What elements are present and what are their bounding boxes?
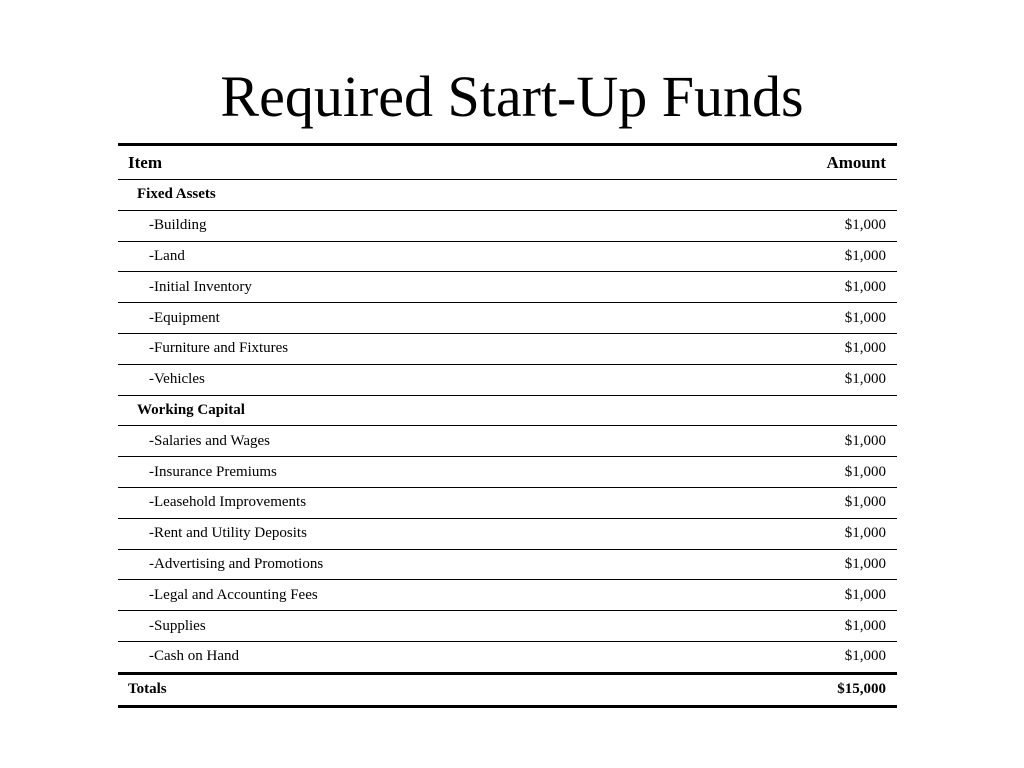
item-label: -Land	[118, 241, 698, 272]
item-amount: $1,000	[698, 487, 897, 518]
item-amount: $1,000	[698, 426, 897, 457]
column-header-amount: Amount	[698, 145, 897, 180]
table-row	[118, 364, 897, 395]
item-amount: $1,000	[698, 549, 897, 580]
table-row	[118, 518, 897, 549]
item-label: -Supplies	[118, 611, 698, 642]
item-label: -Vehicles	[118, 364, 698, 395]
item-amount: $1,000	[698, 303, 897, 334]
item-amount: $1,000	[698, 241, 897, 272]
item-amount: $1,000	[698, 580, 897, 611]
item-amount: $1,000	[698, 210, 897, 241]
table-row	[118, 272, 897, 303]
item-label: -Salaries and Wages	[118, 426, 698, 457]
table-row	[118, 580, 897, 611]
item-label: -Leasehold Improvements	[118, 487, 698, 518]
table-row	[118, 241, 897, 272]
item-amount: $1,000	[698, 272, 897, 303]
item-label: -Building	[118, 210, 698, 241]
item-amount: $1,000	[698, 641, 897, 673]
item-label: -Initial Inventory	[118, 272, 698, 303]
startup-funds-table	[118, 143, 897, 708]
item-amount: $1,000	[698, 518, 897, 549]
page-title: Required Start-Up Funds	[220, 64, 804, 129]
item-amount: $1,000	[698, 457, 897, 488]
table-row	[118, 333, 897, 364]
table-row	[118, 303, 897, 334]
table-row	[118, 549, 897, 580]
table-row	[118, 210, 897, 241]
item-label: -Cash on Hand	[118, 641, 698, 673]
section-label: Fixed Assets	[118, 180, 897, 211]
item-amount: $1,000	[698, 333, 897, 364]
item-amount: $1,000	[698, 611, 897, 642]
totals-row	[118, 673, 897, 706]
item-amount: $1,000	[698, 364, 897, 395]
column-header-item: Item	[118, 145, 698, 180]
section-label: Working Capital	[118, 395, 897, 426]
item-label: -Rent and Utility Deposits	[118, 518, 698, 549]
item-label: -Furniture and Fixtures	[118, 333, 698, 364]
item-label: -Equipment	[118, 303, 698, 334]
item-label: -Advertising and Promotions	[118, 549, 698, 580]
table-row	[118, 611, 897, 642]
table-row	[118, 426, 897, 457]
item-label: -Insurance Premiums	[118, 457, 698, 488]
section-row-working-capital	[118, 395, 897, 426]
table-row	[118, 487, 897, 518]
table-row	[118, 641, 897, 673]
table-header-row	[118, 145, 897, 180]
table-row	[118, 457, 897, 488]
totals-amount: $15,000	[698, 673, 897, 706]
item-label: -Legal and Accounting Fees	[118, 580, 698, 611]
totals-label: Totals	[118, 673, 698, 706]
section-row-fixed-assets	[118, 180, 897, 211]
